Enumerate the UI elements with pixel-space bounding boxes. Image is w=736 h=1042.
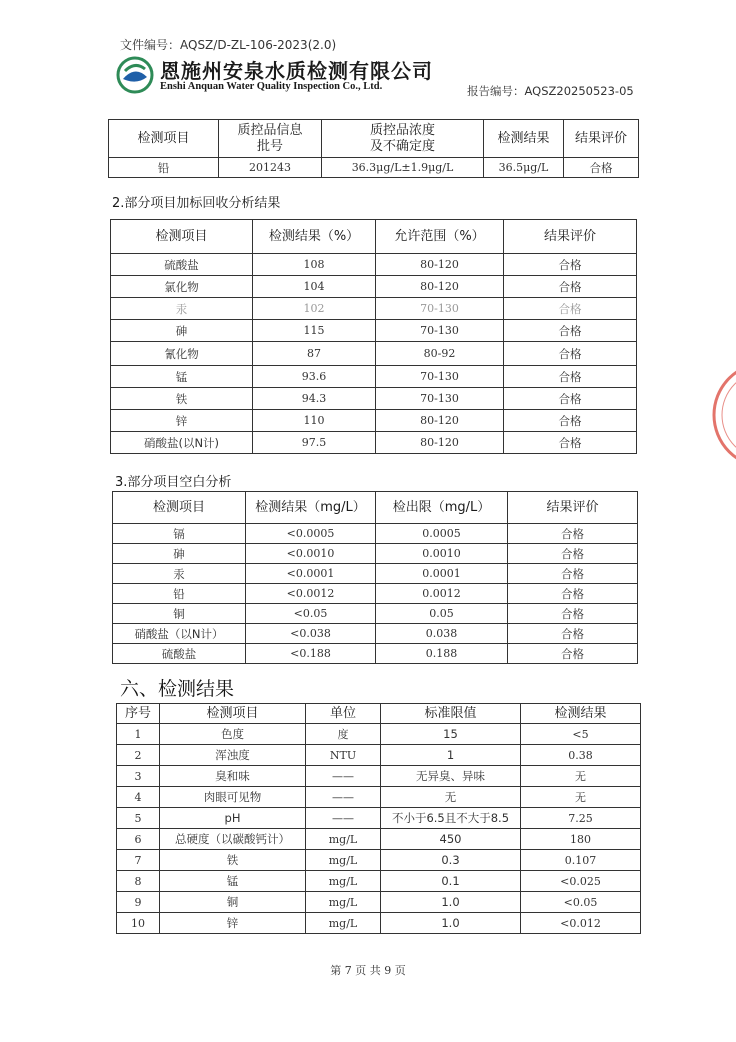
table-cell: 汞 <box>113 564 246 584</box>
table-cell: 70-130 <box>376 366 504 388</box>
table-row <box>117 892 641 913</box>
header-row <box>113 492 638 524</box>
table-cell: 硝酸盐(以N计) <box>111 432 253 454</box>
table-cell: 4 <box>117 787 160 808</box>
column-header: 检测结果（%） <box>253 220 376 254</box>
table-cell: 97.5 <box>253 432 376 454</box>
table-cell: 砷 <box>111 320 253 342</box>
table-row <box>111 432 637 454</box>
table-cell: 氯化物 <box>111 276 253 298</box>
table-cell: 锌 <box>111 410 253 432</box>
table-cell: 合格 <box>504 298 637 320</box>
table-cell: 80-92 <box>376 342 504 366</box>
column-header: 检测结果 <box>521 704 641 724</box>
table-cell: 450 <box>381 829 521 850</box>
table-cell: 8 <box>117 871 160 892</box>
table-cell: 80-120 <box>376 276 504 298</box>
column-header: 质控品信息 批号 <box>219 120 322 158</box>
table-cell: 锌 <box>160 913 306 934</box>
section-2-title: 2.部分项目加标回收分析结果 <box>112 196 281 211</box>
column-header: 结果评价 <box>508 492 638 524</box>
column-header: 结果评价 <box>504 220 637 254</box>
table-cell: <0.038 <box>246 624 376 644</box>
table-row <box>113 644 638 664</box>
table-cell: <0.05 <box>521 892 641 913</box>
table-cell: 0.3 <box>381 850 521 871</box>
document-number: 文件编号：AQSZ/D-ZL-106-2023(2.0) <box>120 38 337 52</box>
table-row <box>111 410 637 432</box>
table-cell: 浑浊度 <box>160 745 306 766</box>
column-header: 检测项目 <box>111 220 253 254</box>
table-cell: 合格 <box>504 388 637 410</box>
table-cell: 铜 <box>160 892 306 913</box>
table-cell: 201243 <box>219 158 322 178</box>
table-cell: —— <box>306 787 381 808</box>
table-cell: <0.012 <box>521 913 641 934</box>
column-header: 检出限（mg/L） <box>376 492 508 524</box>
table-cell: 无 <box>381 787 521 808</box>
table-cell: 氰化物 <box>111 342 253 366</box>
table-cell: 合格 <box>508 604 638 624</box>
table-cell: 0.0001 <box>376 564 508 584</box>
table-cell: —— <box>306 766 381 787</box>
table-cell: mg/L <box>306 871 381 892</box>
table-cell: 合格 <box>508 544 638 564</box>
table-cell: 3 <box>117 766 160 787</box>
table-row <box>113 564 638 584</box>
table-cell: 铁 <box>111 388 253 410</box>
table-cell: 70-130 <box>376 298 504 320</box>
table-cell: 合格 <box>508 644 638 664</box>
table-cell: 不小于6.5且不大于8.5 <box>381 808 521 829</box>
table-cell: 色度 <box>160 724 306 745</box>
seal-stamp-icon <box>708 350 736 480</box>
table-row <box>117 913 641 934</box>
table-cell: 总硬度（以碳酸钙计） <box>160 829 306 850</box>
header-row <box>117 704 641 724</box>
table-cell: 1 <box>381 745 521 766</box>
table-cell: 10 <box>117 913 160 934</box>
table-cell: 无异臭、异味 <box>381 766 521 787</box>
header-row <box>111 220 637 254</box>
table-cell: 无 <box>521 787 641 808</box>
table-cell: 合格 <box>504 276 637 298</box>
table-cell: 70-130 <box>376 388 504 410</box>
table-cell: <0.0012 <box>246 584 376 604</box>
table-cell: 80-120 <box>376 410 504 432</box>
table-cell: 合格 <box>504 254 637 276</box>
page-number: 第 7 页 共 9 页 <box>330 964 406 977</box>
table-cell: <5 <box>521 724 641 745</box>
column-header: 单位 <box>306 704 381 724</box>
table-cell: 合格 <box>508 584 638 604</box>
table-cell: 180 <box>521 829 641 850</box>
table-cell: 104 <box>253 276 376 298</box>
table-cell: 砷 <box>113 544 246 564</box>
table-row <box>113 624 638 644</box>
table-cell: 0.188 <box>376 644 508 664</box>
table-cell: 1.0 <box>381 913 521 934</box>
table-row <box>117 871 641 892</box>
company-name-en: Enshi Anquan Water Quality Inspection Co., Ltd. <box>160 81 383 92</box>
table-cell: 合格 <box>504 320 637 342</box>
table-cell: 0.0010 <box>376 544 508 564</box>
table-cell: 合格 <box>508 564 638 584</box>
table-cell: 0.038 <box>376 624 508 644</box>
table-cell: 36.5μg/L <box>484 158 564 178</box>
table-row <box>109 158 639 178</box>
table-cell: 合格 <box>508 524 638 544</box>
table-cell: mg/L <box>306 892 381 913</box>
qc-table <box>108 119 639 178</box>
table-cell: 6 <box>117 829 160 850</box>
table-cell: 108 <box>253 254 376 276</box>
section-6-title: 六、检测结果 <box>120 678 235 700</box>
table-cell: 94.3 <box>253 388 376 410</box>
table-row <box>111 276 637 298</box>
table-cell: mg/L <box>306 829 381 850</box>
table-cell: 镉 <box>113 524 246 544</box>
column-header: 检测项目 <box>109 120 219 158</box>
table-cell: 0.0005 <box>376 524 508 544</box>
table-cell: <0.188 <box>246 644 376 664</box>
table-cell: 7 <box>117 850 160 871</box>
table-row <box>113 524 638 544</box>
section-3-title: 3.部分项目空白分析 <box>115 475 232 490</box>
table-cell: 7.25 <box>521 808 641 829</box>
table-cell: NTU <box>306 745 381 766</box>
column-header: 序号 <box>117 704 160 724</box>
table-cell: 70-130 <box>376 320 504 342</box>
table-cell: 合格 <box>504 342 637 366</box>
table-cell: 80-120 <box>376 432 504 454</box>
table-cell: 硫酸盐 <box>113 644 246 664</box>
table-cell: 15 <box>381 724 521 745</box>
table-row <box>117 787 641 808</box>
table-cell: 36.3μg/L±1.9μg/L <box>322 158 484 178</box>
table-cell: <0.0010 <box>246 544 376 564</box>
table-row <box>117 766 641 787</box>
table-cell: <0.05 <box>246 604 376 624</box>
table-cell: 铅 <box>109 158 219 178</box>
table-cell: 度 <box>306 724 381 745</box>
table-cell: 0.0012 <box>376 584 508 604</box>
table-row <box>111 342 637 366</box>
table-cell: 合格 <box>564 158 639 178</box>
results-table <box>116 703 641 934</box>
table-row <box>113 544 638 564</box>
table-cell: 0.107 <box>521 850 641 871</box>
column-header: 检测项目 <box>113 492 246 524</box>
recovery-table <box>110 219 637 454</box>
table-cell: 93.6 <box>253 366 376 388</box>
column-header: 标准限值 <box>381 704 521 724</box>
table-cell: 110 <box>253 410 376 432</box>
table-cell: 臭和味 <box>160 766 306 787</box>
table-cell: —— <box>306 808 381 829</box>
table-cell: 80-120 <box>376 254 504 276</box>
table-cell: <0.0001 <box>246 564 376 584</box>
table-cell: 锰 <box>160 871 306 892</box>
table-cell: mg/L <box>306 913 381 934</box>
table-row <box>117 850 641 871</box>
table-cell: 硝酸盐（以N计） <box>113 624 246 644</box>
table-row <box>113 584 638 604</box>
table-cell: 9 <box>117 892 160 913</box>
table-cell: 锰 <box>111 366 253 388</box>
table-cell: 合格 <box>508 624 638 644</box>
header-row <box>109 120 639 158</box>
table-row <box>117 745 641 766</box>
table-cell: 0.05 <box>376 604 508 624</box>
table-row <box>117 724 641 745</box>
table-row <box>113 604 638 624</box>
table-cell: 汞 <box>111 298 253 320</box>
table-cell: 合格 <box>504 366 637 388</box>
table-cell: 102 <box>253 298 376 320</box>
column-header: 结果评价 <box>564 120 639 158</box>
table-row <box>111 254 637 276</box>
table-row <box>111 320 637 342</box>
company-name-cn: 恩施州安泉水质检测有限公司 <box>160 59 433 83</box>
table-cell: 2 <box>117 745 160 766</box>
table-cell: 无 <box>521 766 641 787</box>
column-header: 允许范围（%） <box>376 220 504 254</box>
table-row <box>117 829 641 850</box>
table-row <box>111 298 637 320</box>
report-number: 报告编号：AQSZ20250523-05 <box>467 84 634 98</box>
table-cell: 5 <box>117 808 160 829</box>
table-cell: 1.0 <box>381 892 521 913</box>
table-cell: mg/L <box>306 850 381 871</box>
blank-table <box>112 491 638 664</box>
table-cell: 铅 <box>113 584 246 604</box>
table-cell: 铁 <box>160 850 306 871</box>
table-cell: 87 <box>253 342 376 366</box>
table-cell: 肉眼可见物 <box>160 787 306 808</box>
table-cell: <0.025 <box>521 871 641 892</box>
table-cell: 铜 <box>113 604 246 624</box>
column-header: 质控品浓度 及不确定度 <box>322 120 484 158</box>
table-cell: 合格 <box>504 432 637 454</box>
table-cell: <0.0005 <box>246 524 376 544</box>
column-header: 检测结果（mg/L） <box>246 492 376 524</box>
table-cell: 硫酸盐 <box>111 254 253 276</box>
table-row <box>111 366 637 388</box>
table-cell: 1 <box>117 724 160 745</box>
table-row <box>117 808 641 829</box>
table-cell: 0.38 <box>521 745 641 766</box>
table-cell: pH <box>160 808 306 829</box>
company-logo-icon <box>115 55 155 95</box>
table-cell: 0.1 <box>381 871 521 892</box>
column-header: 检测结果 <box>484 120 564 158</box>
table-cell: 115 <box>253 320 376 342</box>
table-row <box>111 388 637 410</box>
table-cell: 合格 <box>504 410 637 432</box>
column-header: 检测项目 <box>160 704 306 724</box>
